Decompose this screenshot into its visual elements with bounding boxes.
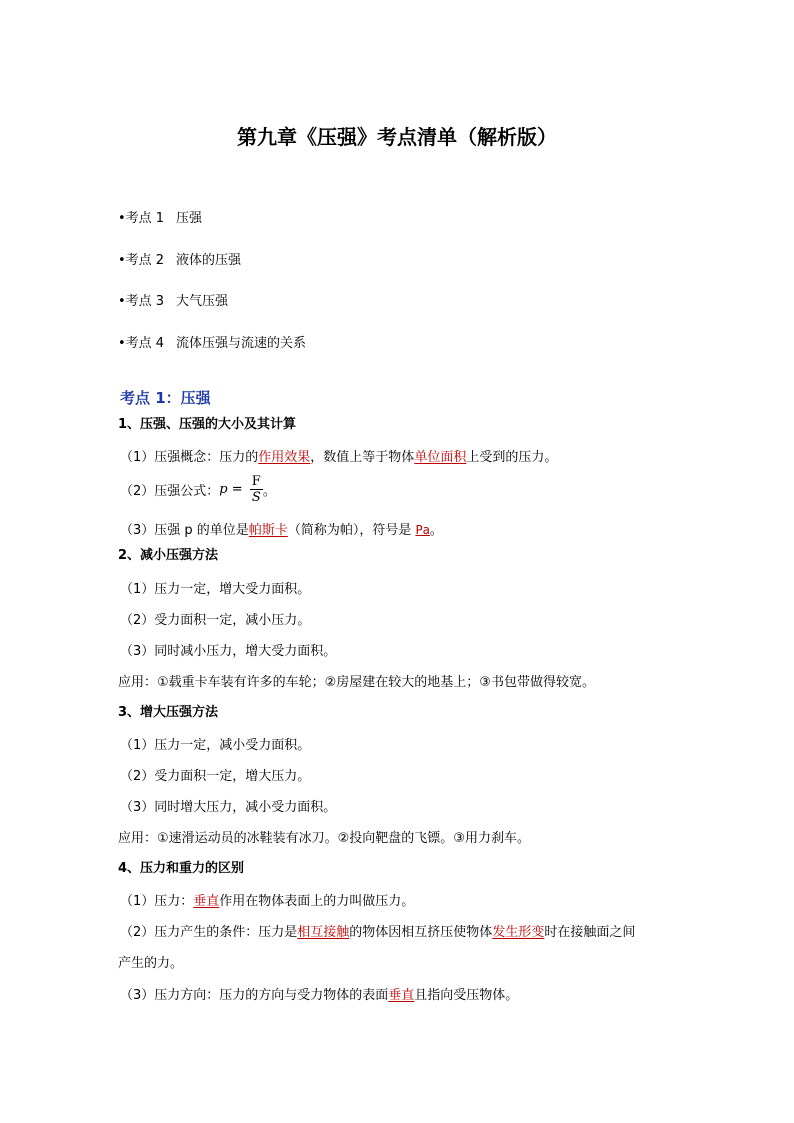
text-line: （3）同时减小压力，增大受力面积。 xyxy=(120,644,337,659)
text-line: 应用：①速滑运动员的冰鞋装有冰刀。②投向靶盘的飞镖。③用力刹车。 xyxy=(118,831,530,846)
page-title: 第九章《压强》考点清单（解析版） xyxy=(237,125,557,149)
toc-item[interactable] xyxy=(118,332,306,351)
toc-label: 压强 xyxy=(176,211,203,226)
toc-item[interactable] xyxy=(118,207,202,226)
formula-symbol: p xyxy=(219,482,228,497)
toc-num: •考点 2 xyxy=(118,253,165,268)
text-line: 产生的力。 xyxy=(118,956,184,971)
text-line: （2）受力面积一定，减小压力。 xyxy=(120,613,311,628)
text-line: （1）压力：垂直作用在物体表面上的力叫做压力。 xyxy=(120,894,415,909)
keyword: 作用效果 xyxy=(258,450,311,465)
text-line: （3）压强 p 的单位是帕斯卡（简称为帕），符号是 Pa。 xyxy=(120,523,443,538)
keyword: 发生形变 xyxy=(492,925,545,940)
text-line: （3）同时增大压力，减小受力面积。 xyxy=(120,800,337,815)
text-line: （1）压强概念：压力的作用效果，数值上等于物体单位面积上受到的压力。 xyxy=(120,450,558,465)
text-line: （1）压力一定，增大受力面积。 xyxy=(120,582,311,597)
formula-fraction: $\frac{F}{S}$ xyxy=(251,474,261,505)
keyword: 垂直 xyxy=(388,988,415,1003)
toc-num: •考点 1 xyxy=(118,211,165,226)
formula-line: （2）压强公式：p = $\frac{F}{S}$ 。 xyxy=(120,474,276,505)
toc-label: 液体的压强 xyxy=(176,253,242,268)
toc-label: 流体压强与流速的关系 xyxy=(176,336,307,351)
keyword: Pa xyxy=(415,523,430,537)
text-line: （2）受力面积一定，增大压力。 xyxy=(120,769,311,784)
subsection-heading: 2、减小压强方法 xyxy=(118,548,219,563)
subsection-heading: 1、压强、压强的大小及其计算 xyxy=(118,417,297,432)
toc-num: •考点 3 xyxy=(118,294,165,309)
toc-label: 大气压强 xyxy=(176,294,229,309)
keyword: 单位面积 xyxy=(414,450,467,465)
keyword: 相互接触 xyxy=(297,925,350,940)
subsection-heading: 4、压力和重力的区别 xyxy=(118,861,245,876)
toc-item[interactable] xyxy=(118,290,228,309)
section-heading: 考点 1：压强 xyxy=(120,389,211,407)
text-line: （1）压力一定，减小受力面积。 xyxy=(120,738,311,753)
text-line: 应用：①载重卡车装有许多的车轮；②房屋建在较大的地基上；③书包带做得较宽。 xyxy=(118,675,595,690)
subsection-heading: 3、增大压强方法 xyxy=(118,705,219,720)
toc-num: •考点 4 xyxy=(118,336,165,351)
text-line: （3）压力方向：压力的方向与受力物体的表面垂直且指向受压物体。 xyxy=(120,988,519,1003)
toc-item[interactable] xyxy=(118,249,241,268)
text-line: （2）压力产生的条件：压力是相互接触的物体因相互挤压使物体发生形变时在接触面之间 xyxy=(120,925,636,940)
keyword: 垂直 xyxy=(193,894,220,909)
keyword: 帕斯卡 xyxy=(248,523,288,538)
